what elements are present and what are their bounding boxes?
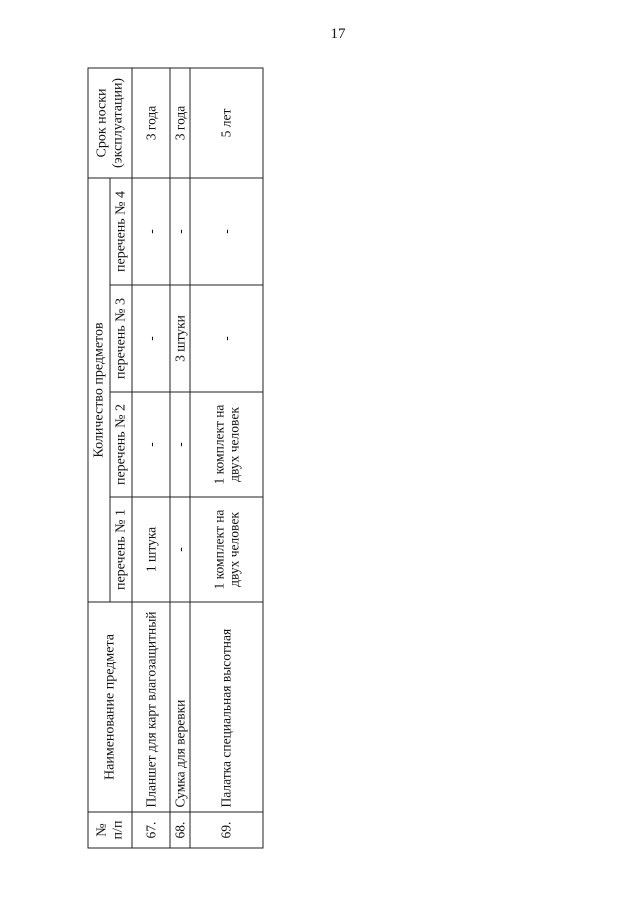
row-list2: -: [132, 392, 170, 497]
row-list2: 1 комплект на двух человек: [190, 392, 263, 497]
header-row-1: [88, 68, 110, 848]
row-list3: 3 штуки: [170, 285, 190, 392]
header-list3: перечень № 3: [110, 285, 132, 392]
row-num: 69.: [190, 812, 263, 848]
page-number: 17: [330, 26, 346, 42]
header-list1: перечень № 1: [110, 497, 132, 602]
table-row: [170, 68, 190, 848]
row-list4: -: [170, 178, 190, 285]
row-term: 3 года: [132, 68, 170, 178]
header-list4: перечень № 4: [110, 178, 132, 285]
row-name: Сумка для веревки: [170, 602, 190, 812]
row-list3: -: [132, 285, 170, 392]
row-list2: -: [170, 392, 190, 497]
header-quantity: Количество предметов: [88, 178, 110, 602]
row-term: 3 года: [170, 68, 190, 178]
row-num: 67.: [132, 812, 170, 848]
supply-table-rotated: [88, 69, 263, 849]
row-term: 5 лет: [190, 68, 263, 178]
header-term: Срок носки (эксплуатации): [88, 68, 132, 178]
row-name: Палатка специальная высотная: [190, 602, 263, 812]
header-name: Наименование предмета: [88, 602, 132, 812]
row-name: Планшет для карт влагозащитный: [132, 602, 170, 812]
row-list1: -: [170, 497, 190, 602]
header-num: № п/п: [88, 812, 132, 848]
table-row: [132, 68, 170, 848]
supply-table: [88, 67, 264, 848]
row-list1: 1 штука: [132, 497, 170, 602]
row-list3: -: [190, 285, 263, 392]
row-list4: -: [132, 178, 170, 285]
header-list2: перечень № 2: [110, 392, 132, 497]
row-list1: 1 комплект на двух человек: [190, 497, 263, 602]
table-row: [190, 68, 263, 848]
row-list4: -: [190, 178, 263, 285]
row-num: 68.: [170, 812, 190, 848]
